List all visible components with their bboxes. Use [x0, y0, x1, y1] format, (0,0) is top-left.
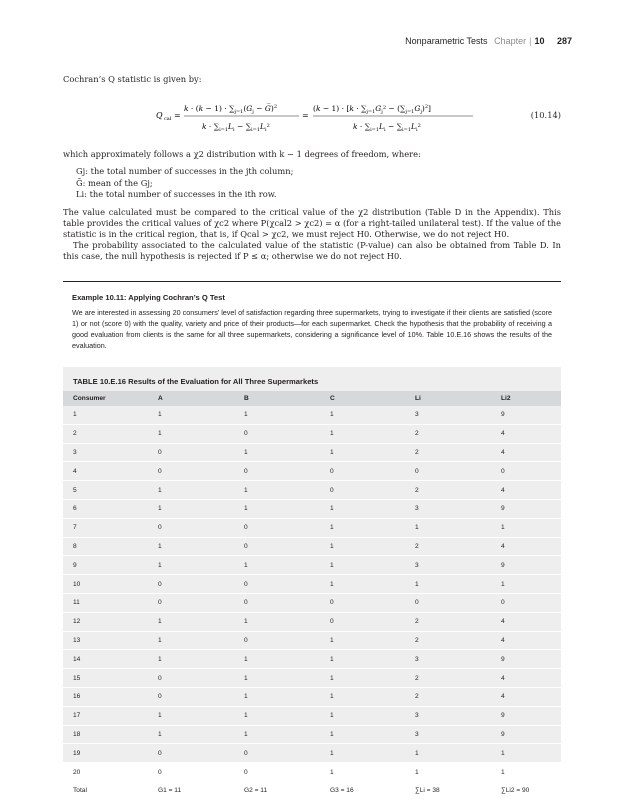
paragraph: The probability associated to the calculated value of the statistic (P-value) can also be obtained from Table D. In this case, the null hypothesis is rejected if P ≤ α; otherwise we do not reject H0.	[63, 240, 561, 261]
table-cell: 1	[244, 556, 330, 575]
table-cell: 20	[63, 763, 158, 782]
table-row	[63, 518, 561, 537]
table-row	[63, 499, 561, 518]
column-header: Consumer	[63, 391, 158, 406]
table-cell: 2	[415, 537, 501, 556]
table-row	[63, 687, 561, 706]
table-cell: 1	[501, 518, 561, 537]
table-cell: 1	[244, 669, 330, 688]
equation-number: (10.14)	[530, 110, 561, 120]
table-cell: 2	[415, 424, 501, 443]
total-cell: G1 = 11	[158, 781, 244, 800]
total-cell: ∑Li2 = 90	[501, 781, 561, 800]
table-cell: 1	[330, 763, 415, 782]
table-cell: 1	[244, 687, 330, 706]
table-cell: 0	[158, 443, 244, 462]
table-row	[63, 575, 561, 594]
table-cell: 8	[63, 537, 158, 556]
table-cell: 2	[415, 687, 501, 706]
table-row	[63, 406, 561, 424]
example-box	[72, 292, 552, 351]
table-cell: 1	[330, 687, 415, 706]
table-cell: 6	[63, 499, 158, 518]
table-cell: 9	[501, 725, 561, 744]
table-row	[63, 593, 561, 612]
table-row	[63, 537, 561, 556]
table-cell: 4	[501, 669, 561, 688]
total-cell: G3 = 16	[330, 781, 415, 800]
table-panel	[63, 367, 561, 795]
table-cell: 4	[501, 537, 561, 556]
table-cell: 0	[158, 744, 244, 763]
table-row	[63, 669, 561, 688]
column-header: A	[158, 391, 244, 406]
column-header: Li2	[501, 391, 561, 406]
table-cell: 1	[415, 744, 501, 763]
page-number: 287	[556, 36, 572, 46]
table-cell: 9	[63, 556, 158, 575]
total-cell: G2 = 11	[244, 781, 330, 800]
table-row	[63, 725, 561, 744]
table-row	[63, 424, 561, 443]
table-cell: 4	[63, 462, 158, 481]
table-cell: 0	[158, 669, 244, 688]
table-cell: 1	[501, 575, 561, 594]
table-cell: 1	[158, 406, 244, 424]
cochran-q-equation	[63, 92, 503, 138]
svg-text:(k − 1) · [k · ∑j=1Gj2 − (∑j=1: $(k - 1) \cdot [k \cdot \sum_{j=1}G_j^2 - (\sum_{j=1}G_j)^2]$	[313, 104, 431, 115]
table-cell: 1	[330, 424, 415, 443]
table-cell: 3	[415, 650, 501, 669]
table-cell: 0	[158, 462, 244, 481]
table-cell: 1	[158, 612, 244, 631]
paragraph: The value calculated must be compared to the critical value of the χ2 distribution (Table D in the Appendix). This table provides the critical values of χc2 where P(χcal2 > χc2) = α (for a right-tailed unilateral test). If the value of the statistic is in the critical region, that is, if Qcal > χc2, we must reject H0. Otherwise, we do not reject H0.	[63, 207, 561, 239]
table-cell: 1	[158, 424, 244, 443]
table-cell: 4	[501, 612, 561, 631]
table-cell: 11	[63, 593, 158, 612]
table-cell: 1	[415, 575, 501, 594]
table-cell: 1	[330, 725, 415, 744]
table-row	[63, 706, 561, 725]
svg-text:cal: cal	[164, 116, 172, 122]
table-cell: 4	[501, 424, 561, 443]
table-cell: 0	[158, 575, 244, 594]
table-cell: 9	[501, 706, 561, 725]
table-cell: 1	[158, 537, 244, 556]
table-cell: 5	[63, 481, 158, 500]
table-cell: 7	[63, 518, 158, 537]
table-cell: 2	[415, 443, 501, 462]
definition-item: Gj: the total number of successes in the jth column;	[76, 166, 294, 176]
table-row	[63, 556, 561, 575]
table-cell: 9	[501, 650, 561, 669]
svg-text:Q: Q	[156, 111, 163, 120]
table-row	[63, 481, 561, 500]
equation-block	[63, 92, 561, 138]
follow-text: which approximately follows a χ2 distribution with k − 1 degrees of freedom, where:	[63, 149, 421, 159]
table-cell: 2	[63, 424, 158, 443]
table-cell: 9	[501, 406, 561, 424]
definition-item: Ḡ: mean of the Gj;	[76, 177, 153, 188]
total-cell: ∑Li = 38	[415, 781, 501, 800]
table-cell: 0	[244, 763, 330, 782]
table-cell: 16	[63, 687, 158, 706]
table-cell: 1	[330, 744, 415, 763]
table-cell: 0	[330, 462, 415, 481]
table-cell: 0	[158, 593, 244, 612]
table-cell: 10	[63, 575, 158, 594]
svg-text:k · (k − 1) · ∑j=1(Gj − G̅)2: $k \cdot (k - 1) \cdot \sum_{j=1}(G_j$ − G̅)$^2$	[184, 104, 278, 115]
table-cell: 0	[244, 462, 330, 481]
table-cell: 1	[330, 518, 415, 537]
table-cell: 3	[415, 406, 501, 424]
table-cell: 1	[501, 763, 561, 782]
definition-item: Li: the total number of successes in the ith row.	[76, 189, 277, 200]
table-caption: TABLE 10.E.16 Results of the Evaluation for All Three Supermarkets	[73, 377, 319, 386]
table-cell: 9	[501, 556, 561, 575]
table-cell: 1	[158, 481, 244, 500]
table-cell: 0	[244, 631, 330, 650]
table-cell: 15	[63, 669, 158, 688]
table-cell: 14	[63, 650, 158, 669]
table-cell: 1	[330, 631, 415, 650]
table-row	[63, 631, 561, 650]
svg-text:k · ∑i=1Li − ∑i=1Li2: $k \cdot \sum_{i=1}L_i - \sum_{i=1}L_i^2$	[353, 122, 421, 133]
table-header-row	[63, 391, 561, 406]
svg-text:=: =	[302, 111, 309, 120]
table-cell: 1	[244, 612, 330, 631]
table-row	[63, 763, 561, 782]
table-row	[63, 462, 561, 481]
intro-text: Cochran’s Q statistic is given by:	[63, 74, 202, 84]
header-chapter-number: 10	[534, 36, 545, 46]
table-cell: 1	[244, 725, 330, 744]
table-cell: 18	[63, 725, 158, 744]
table-cell: 2	[415, 669, 501, 688]
table-cell: 4	[501, 443, 561, 462]
total-cell: Total	[63, 781, 158, 800]
table-cell: 1	[158, 631, 244, 650]
table-cell: 1	[158, 499, 244, 518]
table-cell: 0	[244, 518, 330, 537]
table-cell: 1	[330, 499, 415, 518]
table-cell: 1	[501, 744, 561, 763]
explanation-paragraphs	[63, 207, 561, 262]
table-cell: 0	[330, 481, 415, 500]
table-cell: 2	[415, 631, 501, 650]
table-cell: 19	[63, 744, 158, 763]
table-cell: 1	[330, 706, 415, 725]
table-row	[63, 650, 561, 669]
divider	[63, 281, 561, 282]
table-cell: 0	[415, 462, 501, 481]
table-cell: 4	[501, 481, 561, 500]
table-cell: 2	[415, 612, 501, 631]
table-cell: 1	[330, 537, 415, 556]
table-cell: 1	[415, 518, 501, 537]
table-cell: 0	[330, 593, 415, 612]
table-cell: 1	[244, 443, 330, 462]
definition-list	[76, 166, 293, 201]
table-cell: 0	[244, 744, 330, 763]
table-cell: 1	[330, 575, 415, 594]
table-cell: 3	[415, 556, 501, 575]
table-cell: 1	[158, 706, 244, 725]
table-cell: 1	[158, 556, 244, 575]
table-cell: 1	[244, 406, 330, 424]
table-cell: 1	[330, 443, 415, 462]
column-header: B	[244, 391, 330, 406]
table-cell: 1	[158, 650, 244, 669]
table-cell: 0	[244, 593, 330, 612]
table-cell: 9	[501, 499, 561, 518]
table-cell: 1	[415, 763, 501, 782]
table-cell: 3	[415, 499, 501, 518]
svg-text:=: =	[174, 111, 181, 120]
table-cell: 0	[330, 612, 415, 631]
table-cell: 3	[415, 725, 501, 744]
table-cell: 1	[63, 406, 158, 424]
column-header: Li	[415, 391, 501, 406]
example-title: Example 10.11: Applying Cochran’s Q Test	[72, 293, 225, 302]
table-cell: 0	[501, 593, 561, 612]
table-row	[63, 443, 561, 462]
table-row	[63, 744, 561, 763]
table-cell: 0	[158, 518, 244, 537]
table-cell: 17	[63, 706, 158, 725]
table-cell: 1	[244, 481, 330, 500]
example-text: We are interested in assessing 20 consumers’ level of satisfaction regarding three supermarkets, trying to investigate if their clients are satisfied (score 1) or not (score 0) with the quality, variety and price of their products—for each supermarket. Check the hypothesis that the probability of receiving a good evaluation from clients is the same for all three supermarkets, considering a significance level of 10%. Table 10.E.16 shows the results of the evaluation.	[72, 308, 552, 350]
table-cell: 0	[158, 763, 244, 782]
table-cell: 1	[330, 650, 415, 669]
table-cell: 1	[244, 650, 330, 669]
table-cell: 0	[158, 687, 244, 706]
table-cell: 4	[501, 687, 561, 706]
table-cell: 1	[244, 706, 330, 725]
header-section: Nonparametric Tests	[405, 36, 488, 46]
column-header: C	[330, 391, 415, 406]
table-cell: 1	[330, 406, 415, 424]
table-cell: 0	[244, 424, 330, 443]
table-cell: 1	[244, 499, 330, 518]
table-cell: 1	[330, 556, 415, 575]
table-cell: 0	[244, 537, 330, 556]
table-cell: 0	[501, 462, 561, 481]
table-cell: 0	[415, 593, 501, 612]
header-chapter-label: Chapter	[494, 36, 527, 46]
table-total-row	[63, 781, 561, 800]
table-row	[63, 612, 561, 631]
table-cell: 4	[501, 631, 561, 650]
table-cell: 2	[415, 481, 501, 500]
table-cell: 3	[63, 443, 158, 462]
table-cell: 1	[330, 669, 415, 688]
table-cell: 13	[63, 631, 158, 650]
svg-text:k · ∑i=1Li − ∑i=1Li2: $k \cdot \sum_{i=1}L_i - \sum_{i=1}L_i^2$	[202, 122, 270, 133]
table-cell: 3	[415, 706, 501, 725]
table-cell: 12	[63, 612, 158, 631]
running-header: Nonparametric Tests Chapter | 10 287	[405, 36, 572, 46]
table-cell: 0	[244, 575, 330, 594]
results-table	[63, 391, 561, 801]
table-cell: 1	[158, 725, 244, 744]
